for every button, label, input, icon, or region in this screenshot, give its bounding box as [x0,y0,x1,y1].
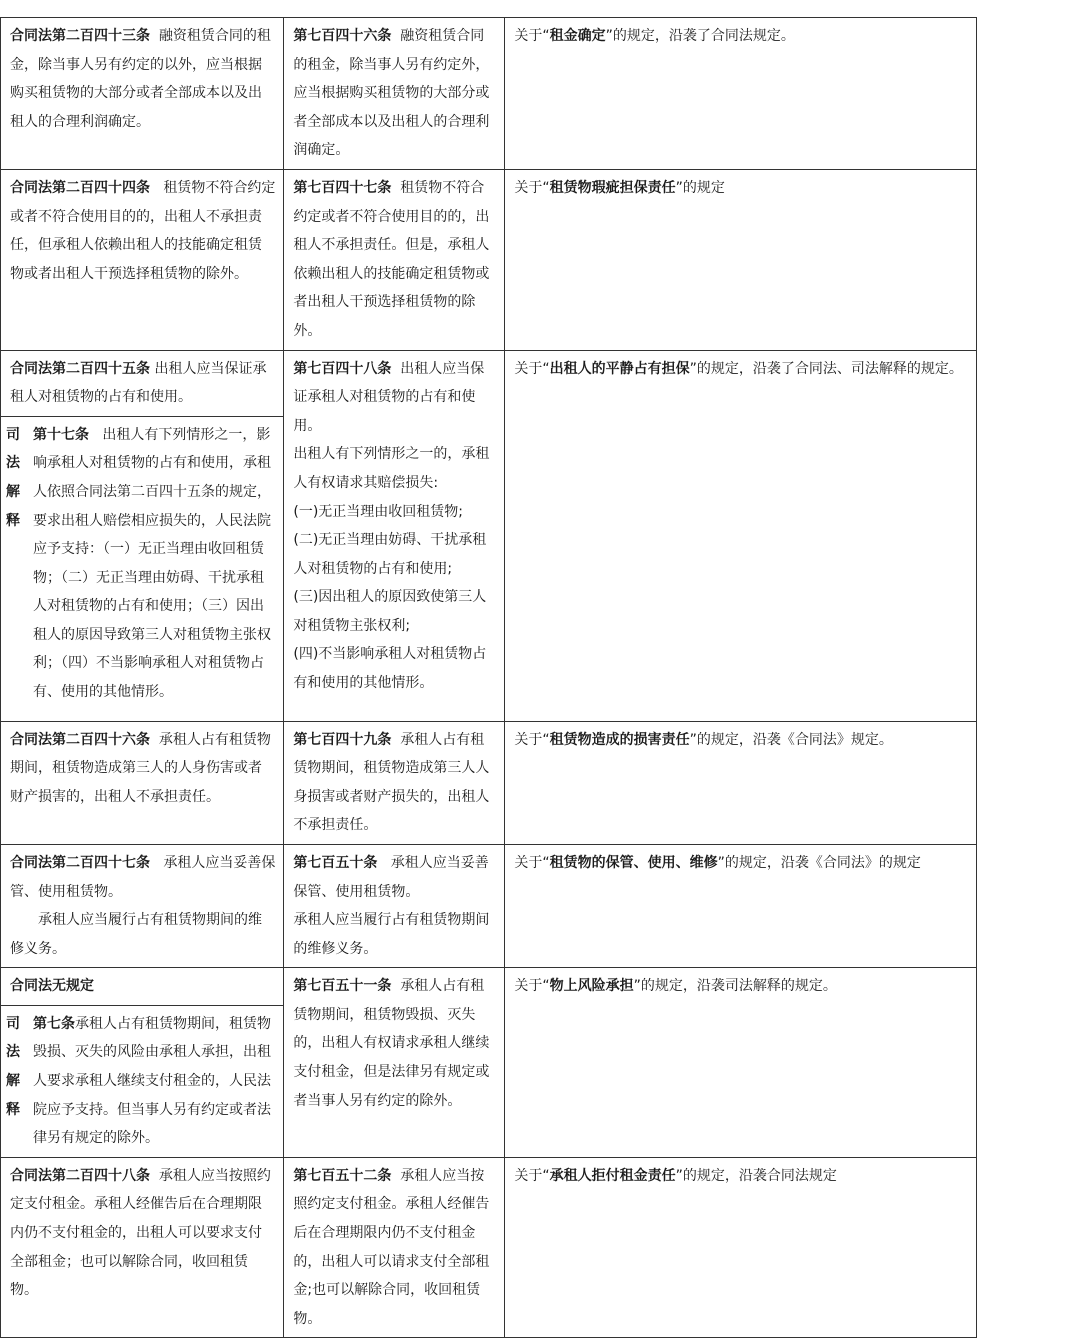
new-article-text: 承租人占有租赁物期间，租赁物造成第三人人身损害或者财产损失的，出租人不承担责任。 [293,731,490,834]
new-article-text: 承租人应当按照约定支付租金。承租人经催告后在合理期限内仍不支付租金的，出租人可以请求支付全部租金;也可以解除合同，收回租赁物。 [293,1167,490,1327]
table-row [1,968,977,1158]
note-cell [505,968,977,1158]
note-cell [505,169,977,350]
old-article-para: 承租人应当履行占有租赁物期间的维修义务。 [10,912,262,957]
old-article-title: 合同法第二百四十五条 [10,360,150,377]
table-row [1,721,977,844]
old-article-title: 合同法第二百四十三条 [10,28,150,44]
new-article-para [293,849,496,906]
note-key: 承租人拒付租金责任 [549,1167,676,1184]
interp-text: 承租人占有租赁物期间，租赁物毁损、灭失的风险由承租人承担，出租人要求承租人继续支付租金的，人民法院应予支持。但当事人另有约定或者法律另有规定的除外。 [33,1015,271,1147]
note-key: 物上风险承担 [549,978,634,995]
interp-label-char: 司 [6,1015,20,1032]
new-law-cell [284,721,505,844]
new-article-title: 第七百五十一条 [293,978,392,995]
new-article-text: 租赁物不符合约定或者不符合使用目的的，出租人不承担责任。但是，承租人依赖出租人的技能确定租赁物或者出租人干预选择租赁物的除外。 [293,179,490,339]
new-article-text: 承租人应当妥善保管、使用租赁物。 [293,854,489,900]
old-article-text: 承租人应当按照约定支付租金。承租人经催告后在合理期限内仍不支付租金的，出租人可以要求支付全部租金；也可以解除合同，收回租赁物。 [10,1167,271,1299]
interp-label-char: 司 [6,426,20,443]
note-prefix: 关于“ [514,28,550,44]
interp-label-char: 解 [6,483,20,500]
old-article-title: 合同法第二百四十七条 [10,854,150,871]
interp-label-char: 法 [6,455,20,472]
new-article-para: (三)因出租人的原因致使第三人对租赁物主张权利; [293,589,487,634]
interp-label-char: 解 [6,1073,20,1090]
note-cell [505,1157,977,1338]
note-suffix: ”的规定，沿袭司法解释的规定。 [633,978,837,995]
old-law-cell [1,1157,284,1338]
new-law-cell [284,968,505,1158]
note-key: 租赁物瑕疵担保责任 [549,179,676,196]
old-article-text: 承租人占有租赁物期间，租赁物造成第三人的人身伤害或者财产损害的，出租人不承担责任。 [10,731,271,805]
note-key: 租赁物造成的损害责任 [549,731,690,748]
new-article-para: 出租人有下列情形之一的，承租人有权请求其赔偿损失: [293,446,490,491]
table-row [1,169,977,350]
judicial-interpretation [1,1006,283,1157]
note-suffix: ”的规定，沿袭了合同法规定。 [605,28,795,44]
new-law-cell [284,169,505,350]
interp-title: 第十七条 [33,426,89,443]
new-law-cell [284,844,505,967]
old-article-text: 融资租赁合同的租金，除当事人另有约定的以外，应当根据购买租赁物的大部分或者全部成本以及出租人的合理利润确定。 [10,28,271,130]
note-prefix: 关于“ [514,179,550,196]
table-row [1,350,977,721]
comparison-table [0,17,977,1338]
note-suffix: ”的规定，沿袭《合同法》规定。 [689,731,893,748]
old-law-cell [1,844,284,967]
new-article-title: 第七百四十八条 [293,360,392,377]
note-prefix: 关于“ [514,360,550,377]
old-article-text: 租赁物不符合约定或者不符合使用目的的，出租人不承担责任，但承租人依赖出租人的技能确定租赁物或者出租人干预选择租赁物的除外。 [10,179,276,282]
interp-label [1,1006,33,1157]
table-row [1,1157,977,1338]
note-cell [505,350,977,721]
old-article-block [1,351,283,417]
new-article-para [293,355,496,441]
new-law-cell [284,1157,505,1338]
new-article-text: 融资租赁合同的租金，除当事人另有约定外，应当根据购买租赁物的大部分或者全部成本以及出租人的合理利润确定。 [293,28,490,159]
new-law-cell [284,350,505,721]
interp-title: 第七条 [33,1015,75,1032]
new-article-text: 承租人占有租赁物期间，租赁物毁损、灭失的，出租人有权请求承租人继续支付租金，但是法律另有规定或者当事人另有约定的除外。 [293,978,490,1109]
old-article-title: 合同法第二百四十四条 [10,179,150,196]
table-row [1,18,977,170]
old-article-text: 承租人应当妥善保管、使用租赁物。 [10,854,276,900]
new-article-para: (二)无正当理由妨碍、干扰承租人对租赁物的占有和使用; [293,532,487,577]
old-law-cell [1,968,284,1158]
note-suffix: ”的规定，沿袭合同法规定 [675,1167,837,1184]
new-article-title: 第七百五十二条 [293,1167,392,1184]
note-prefix: 关于“ [514,1167,550,1184]
old-law-cell [1,18,284,170]
old-article-text: 出租人应当保证承租人对租赁物的占有和使用。 [10,360,267,406]
new-article-para: (一)无正当理由收回租赁物; [293,503,464,520]
new-article-title: 第七百五十条 [293,854,378,871]
note-cell [505,18,977,170]
interp-label-char: 释 [6,1101,20,1118]
note-prefix: 关于“ [514,978,550,995]
new-article-text: 出租人应当保证承租人对租赁物的占有和使用。 [293,360,485,434]
old-law-cell [1,169,284,350]
judicial-interpretation [1,417,283,711]
old-law-cell [1,721,284,844]
new-article-title: 第七百四十九条 [293,731,392,748]
interp-label-char: 法 [6,1044,20,1061]
new-law-cell [284,18,505,170]
note-suffix: ”的规定，沿袭《合同法》的规定 [717,854,921,871]
interp-label [1,417,33,711]
old-article-block [1,968,283,1006]
note-prefix: 关于“ [514,731,550,748]
note-key: 租金确定 [549,28,606,44]
interp-body [33,417,283,711]
old-article-title: 合同法第二百四十六条 [10,731,150,748]
new-article-para: 承租人应当履行占有租赁物期间的维修义务。 [293,912,490,957]
old-article-para [10,849,275,906]
new-article-title: 第七百四十七条 [293,179,392,196]
old-law-cell [1,350,284,721]
note-cell [505,844,977,967]
new-article-para: (四)不当影响承租人对租赁物占有和使用的其他情形。 [293,646,487,692]
old-article-title: 合同法第二百四十八条 [10,1167,150,1184]
note-suffix: ”的规定，沿袭了合同法、司法解释的规定。 [689,360,963,377]
new-article-title: 第七百四十六条 [293,28,392,44]
note-suffix: ”的规定 [675,179,725,196]
old-article-title: 合同法无规定 [10,978,94,995]
interp-label-char: 释 [6,512,20,529]
table-row [1,844,977,967]
note-prefix: 关于“ [514,854,550,871]
note-key: 租赁物的保管、使用、维修 [549,854,718,871]
note-cell [505,721,977,844]
interp-body [33,1006,283,1157]
interp-text: 出租人有下列情形之一，影响承租人对租赁物的占有和使用，承租人依照合同法第二百四十五条的规定，要求出租人赔偿相应损失的，人民法院应予支持：（一）无正当理由收回租赁物；（二）无正当理由妨碍、干扰承租人对租赁物的占有和使用；（三）因出租人的原因导致第三人对租赁物主张权利；（四）不当影响承租人对租赁物占有、使用的其他情形。 [33,426,271,701]
note-key: 出租人的平静占有担保 [549,360,690,377]
